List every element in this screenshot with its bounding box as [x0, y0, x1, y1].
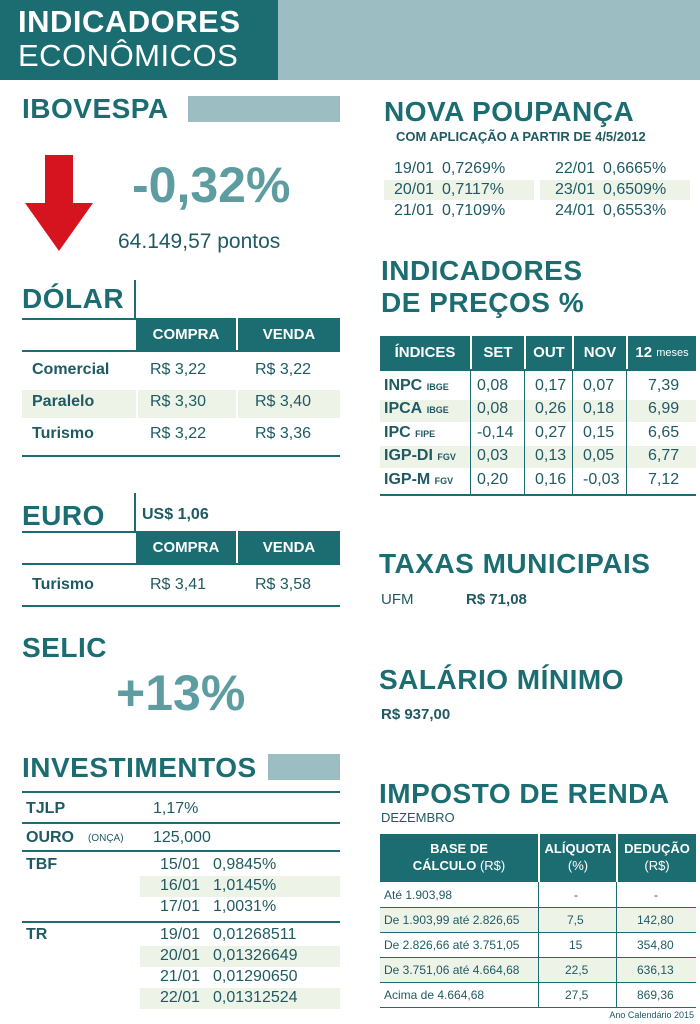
dolar-col-venda: VENDA [238, 318, 340, 350]
precos-col-divider [524, 371, 525, 494]
ouro-unit: (ONÇA) [88, 833, 124, 844]
euro-col-compra: COMPRA [136, 531, 236, 563]
precos-row-source: IBGE [426, 405, 449, 415]
ir-row-aliquota: 22,5 [565, 963, 589, 977]
tr-row-value: 0,01290650 [213, 968, 298, 985]
precos-row [384, 447, 456, 465]
investimentos-rule [22, 791, 340, 793]
precos-col-indices: ÍNDICES [380, 336, 470, 369]
ir-col-aliquota [540, 834, 616, 882]
ir-row-rule [380, 932, 696, 933]
dolar-row-buy: R$ 3,30 [150, 393, 207, 410]
euro-row-sell: R$ 3,58 [255, 576, 312, 593]
ir-col-deducao-line1: DEDUÇÃO [624, 841, 690, 856]
poupanca-date: 23/01 [555, 181, 596, 198]
precos-row-name: IGP-DI [384, 447, 433, 464]
poupanca-value: 0,6509% [603, 181, 667, 198]
precos-row-source: FGV [437, 452, 456, 462]
poupanca-date: 22/01 [555, 160, 596, 177]
precos-row-name: INPC [384, 377, 423, 394]
precos-row-12m: 6,99 [648, 400, 680, 417]
tjlp-label: TJLP [26, 800, 66, 817]
ir-row-base: Até 1.903,98 [384, 888, 453, 902]
ir-col-deducao [618, 834, 696, 882]
dolar-row-buy: R$ 3,22 [150, 425, 207, 442]
ir-row-base: De 1.903,99 até 2.826,65 [384, 913, 520, 927]
ir-footnote: Ano Calendário 2015 [609, 1010, 694, 1020]
ir-row-aliquota: 15 [569, 938, 583, 952]
ir-bottom-rule [380, 1007, 696, 1008]
precos-col-divider [572, 371, 573, 494]
precos-row-12m: 7,39 [648, 377, 680, 394]
ir-row-aliquota: 27,5 [565, 988, 589, 1002]
euro-row-buy: R$ 3,41 [150, 576, 207, 593]
tbf-row-value: 1,0031% [213, 898, 277, 915]
dolar-row-label: Turismo [32, 425, 94, 442]
tbf-label: TBF [26, 856, 58, 873]
header-title-line2: ECONÔMICOS [18, 38, 239, 73]
ir-col-aliquota-line2: (%) [567, 858, 589, 873]
ir-row-base: De 3.751,06 até 4.664,68 [384, 963, 520, 977]
poupanca-date: 24/01 [555, 202, 596, 219]
precos-row-name: IGP-M [384, 471, 431, 488]
euro-top-rule [22, 531, 135, 533]
precos-row-nov: 0,18 [583, 400, 615, 417]
precos-title-line2: DE PREÇOS % [381, 287, 585, 318]
tr-row-value: 0,01268511 [213, 926, 297, 943]
precos-row-source: FIPE [415, 429, 436, 439]
precos-row-12m: 7,12 [648, 471, 680, 488]
dolar-row-sell: R$ 3,22 [255, 361, 312, 378]
ir-col-deducao-line2: (R$) [644, 858, 670, 873]
precos-row-out: 0,16 [535, 471, 567, 488]
ir-row-deducao: 354,80 [637, 938, 674, 952]
poupanca-date: 19/01 [394, 160, 435, 177]
tr-row-date: 21/01 [160, 968, 201, 985]
poupanca-value: 0,6665% [603, 160, 667, 177]
selic-value: +13% [116, 665, 246, 721]
dolar-row-sell: R$ 3,40 [255, 393, 312, 410]
ir-col-divider [616, 882, 617, 1008]
poupanca-title: NOVA POUPANÇA [384, 96, 635, 127]
ir-row-rule [380, 982, 696, 983]
precos-col-out: OUT [526, 336, 572, 369]
dolar-row-sell: R$ 3,36 [255, 425, 312, 442]
ir-row-rule [380, 957, 696, 958]
dolar-vertical-rule [134, 280, 136, 320]
ibovespa-title: IBOVESPA [22, 93, 169, 124]
tjlp-rule [22, 822, 340, 824]
selic-title: SELIC [22, 632, 107, 663]
precos-row [384, 400, 449, 418]
euro-vertical-rule [134, 493, 136, 533]
euro-bottom-rule [22, 605, 340, 607]
tbf-row-value: 1,0145% [213, 877, 277, 894]
euro-header-rule [22, 563, 340, 565]
dolar-header-rule [22, 350, 340, 352]
dolar-bottom-rule [22, 455, 340, 457]
header-title-line1: INDICADORES [18, 4, 241, 39]
dolar-title: DÓLAR [22, 283, 125, 314]
precos-col-12-meses [628, 336, 696, 369]
precos-col-12: 12 [635, 344, 653, 361]
ir-row-base: Acima de 4.664,68 [384, 988, 485, 1002]
ir-title: IMPOSTO DE RENDA [379, 778, 670, 809]
precos-row-nov: 0,15 [583, 424, 615, 441]
precos-row-out: 0,27 [535, 424, 567, 441]
precos-row-name: IPC [384, 424, 411, 441]
precos-row-set: 0,03 [477, 447, 509, 464]
precos-row-out: 0,13 [535, 447, 567, 464]
tbf-row-date: 17/01 [160, 898, 201, 915]
precos-row-12m: 6,77 [648, 447, 680, 464]
taxas-title: TAXAS MUNICIPAIS [379, 548, 651, 579]
poupanca-subtitle: COM APLICAÇÃO A PARTIR DE 4/5/2012 [396, 129, 646, 144]
ir-col-base-line2 [380, 857, 538, 874]
precos-row-12m: 6,65 [648, 424, 680, 441]
down-arrow-icon [25, 155, 93, 251]
ir-col-aliquota-line1: ALÍQUOTA [544, 841, 612, 856]
precos-row-out: 0,26 [535, 400, 567, 417]
dolar-row-divider [236, 390, 238, 418]
ibovespa-points: 64.149,57 pontos [118, 230, 281, 253]
ir-row-aliquota: 7,5 [567, 913, 584, 927]
poupanca-value: 0,6553% [603, 202, 667, 219]
euro-col-venda: VENDA [238, 531, 340, 563]
ir-row-deducao: 636,13 [637, 963, 674, 977]
tr-label: TR [26, 926, 48, 943]
precos-row [384, 424, 435, 442]
ir-col-base-line1: BASE DE [430, 841, 488, 856]
euro-row-label: Turismo [32, 576, 94, 593]
precos-row-source: FGV [434, 476, 454, 486]
precos-row-set: -0,14 [477, 424, 514, 441]
tr-row-value: 0,01312524 [213, 989, 298, 1006]
tr-row-value: 0,01326649 [213, 947, 298, 964]
tr-row-date: 22/01 [160, 989, 201, 1006]
precos-row-set: 0,20 [477, 471, 509, 488]
tbf-row-date: 15/01 [160, 856, 201, 873]
precos-col-set: SET [472, 336, 524, 369]
tbf-row-value: 0,9845% [213, 856, 277, 873]
precos-col-divider [470, 371, 471, 494]
precos-row-nov: 0,07 [583, 377, 615, 394]
dolar-row-label: Comercial [32, 361, 110, 378]
taxas-label: UFM [381, 591, 414, 608]
ouro-value: 125,000 [153, 829, 211, 846]
dolar-top-rule [22, 318, 135, 320]
investimentos-title: INVESTIMENTOS [22, 752, 257, 783]
ouro-rule [22, 850, 340, 852]
tr-row-date: 20/01 [160, 947, 201, 964]
precos-title-line1: INDICADORES [381, 255, 583, 286]
ibovespa-title-bar [188, 96, 340, 122]
precos-row-source: IBGE [426, 382, 449, 392]
ir-row-deducao: 142,80 [637, 913, 674, 927]
precos-row-nov: 0,05 [583, 447, 615, 464]
poupanca-date: 21/01 [394, 202, 435, 219]
tbf-row-date: 16/01 [160, 877, 201, 894]
ir-row-deducao: - [654, 888, 658, 902]
precos-col-meses: meses [656, 346, 689, 359]
salario-title: SALÁRIO MÍNIMO [379, 664, 624, 695]
euro-title: EURO [22, 500, 105, 531]
precos-bottom-rule [380, 494, 696, 496]
ir-subtitle: DEZEMBRO [381, 810, 455, 825]
poupanca-value: 0,7109% [442, 202, 506, 219]
tbf-rule [22, 921, 340, 923]
tjlp-value: 1,17% [153, 800, 199, 817]
ir-col-base-word: CÁLCULO [412, 858, 477, 873]
ir-row-rule [380, 907, 696, 908]
taxas-value: R$ 71,08 [466, 591, 527, 608]
ir-col-base [380, 834, 538, 882]
dolar-row-label: Paralelo [32, 393, 95, 410]
investimentos-title-bar [268, 754, 340, 780]
precos-row-out: 0,17 [535, 377, 567, 394]
dolar-row-divider [136, 390, 138, 418]
precos-row-set: 0,08 [477, 377, 509, 394]
precos-row-set: 0,08 [477, 400, 509, 417]
dolar-col-compra: COMPRA [136, 318, 236, 350]
precos-col-nov: NOV [574, 336, 626, 369]
ir-row-base: De 2.826,66 até 3.751,05 [384, 938, 520, 952]
salario-value: R$ 937,00 [381, 706, 451, 723]
poupanca-date: 20/01 [394, 181, 435, 198]
poupanca-value: 0,7269% [442, 160, 506, 177]
tr-row-date: 19/01 [160, 926, 201, 943]
ir-col-base-unit: (R$) [479, 858, 506, 873]
precos-header-rule [380, 369, 696, 371]
precos-row-name: IPCA [384, 400, 423, 417]
ouro-label: OURO [26, 829, 74, 846]
precos-row-nov: -0,03 [583, 471, 620, 488]
ibovespa-change: -0,32% [132, 157, 291, 213]
precos-col-divider [626, 371, 627, 494]
ir-row-deducao: 869,36 [637, 988, 674, 1002]
euro-usd: US$ 1,06 [142, 506, 209, 523]
ir-row-aliquota: - [574, 888, 578, 902]
precos-row [384, 377, 449, 395]
poupanca-value: 0,7117% [442, 181, 504, 198]
ir-col-divider [538, 882, 539, 1008]
precos-row [384, 471, 453, 489]
dolar-row-buy: R$ 3,22 [150, 361, 207, 378]
